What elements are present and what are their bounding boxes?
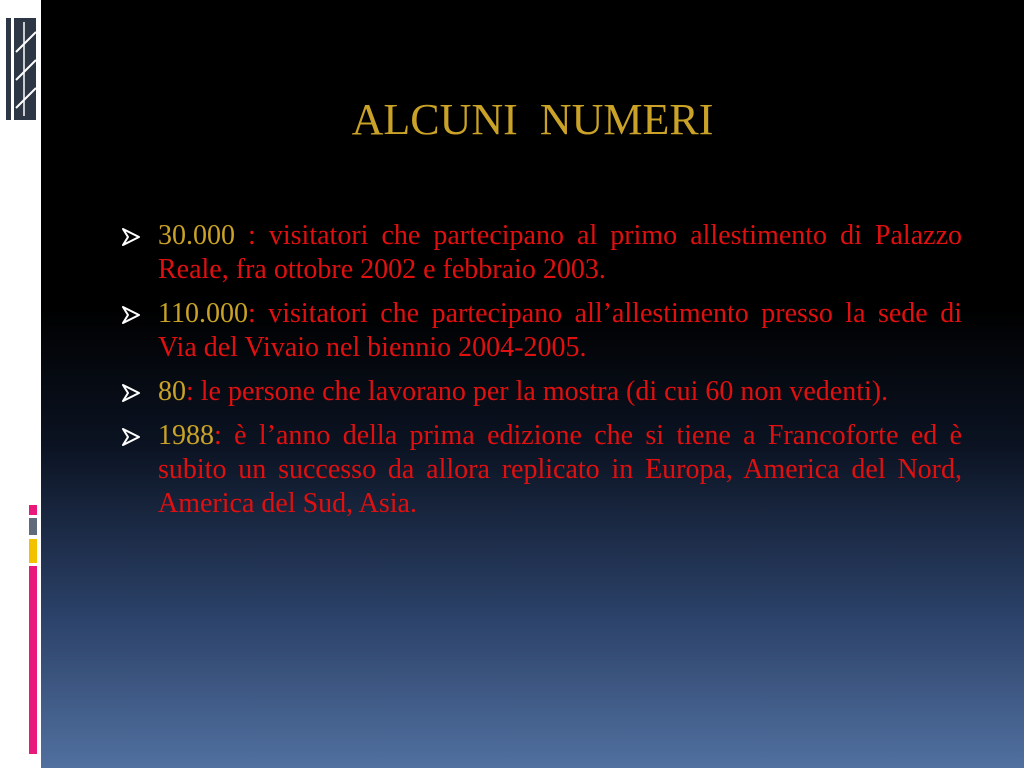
bullet-number: 110.000 [158, 298, 248, 329]
bullet-number: 1988 [158, 420, 214, 451]
window-logo-icon [6, 18, 36, 120]
slide-title: ALCUNI NUMERI [351, 95, 714, 144]
arrow-bullet-icon [120, 305, 142, 325]
decor-pink-bar-long [29, 566, 37, 754]
bullet-number: 30.000 [158, 220, 235, 251]
arrow-bullet-icon [120, 427, 142, 447]
decor-pink-bar-small [29, 505, 37, 515]
bullet-text: : è l’anno della prima edizione che si tiene a Francoforte ed è subito un successo da allora replicato in Europa, America del Nord, America del Sud, Asia. [158, 420, 962, 519]
bullet-text: : le persone che lavorano per la mostra (di cui 60 non vedenti). [186, 376, 889, 407]
arrow-bullet-icon [120, 383, 142, 403]
arrow-bullet-icon [120, 227, 142, 247]
bullet-item-4 [120, 419, 962, 521]
bullet-item-2 [120, 297, 962, 365]
bullet-text: : visitatori che partecipano all’allestimento presso la sede di Via del Vivaio nel biennio 2004-2005. [158, 298, 962, 363]
bullet-text: : visitatori che partecipano al primo allestimento di Palazzo Reale, fra ottobre 2002 e febbraio 2003. [158, 220, 962, 285]
bullet-number: 80 [158, 376, 186, 407]
bullet-item-1 [120, 219, 962, 287]
left-decor-strip [0, 0, 41, 768]
bullet-list [120, 219, 962, 531]
decor-yellow-bar [29, 539, 37, 563]
decor-gray-bar [29, 518, 37, 535]
bullet-item-3 [120, 375, 962, 409]
